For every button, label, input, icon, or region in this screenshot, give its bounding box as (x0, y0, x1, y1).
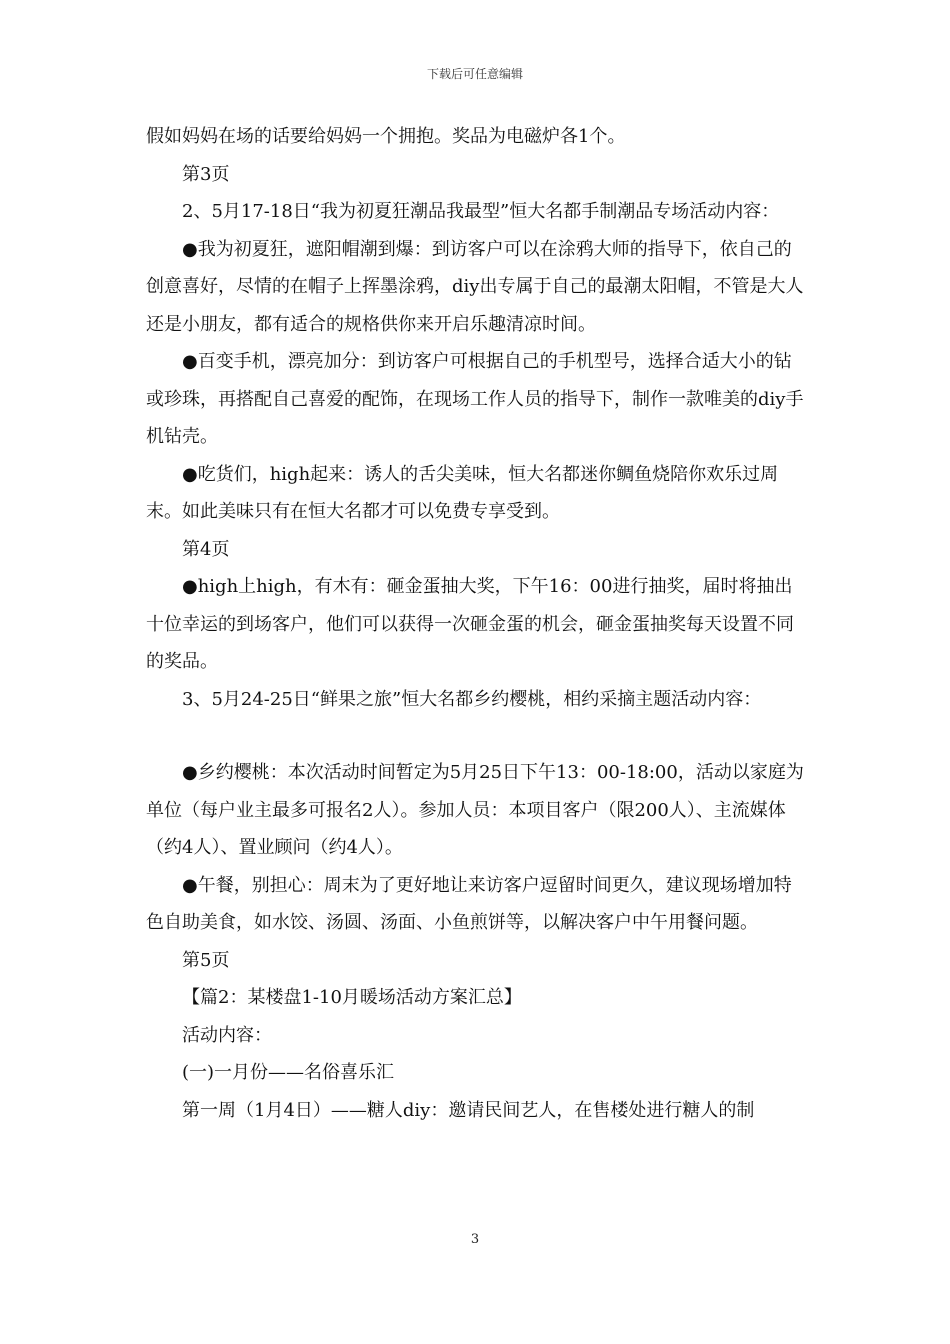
paragraph: ●我为初夏狂，遮阳帽潮到爆：到访客户可以在涂鸦大师的指导下，依自己的创意喜好，尽情的在帽子上挥墨涂鸦，diy出专属于自己的最潮太阳帽，不管是大人还是小朋友，都有适合的规格供你来开启乐趣清凉时间。 (146, 238, 804, 335)
page-number: 3 (470, 1232, 480, 1247)
paragraph: 2、5月17-18日“我为初夏狂潮品我最型”恒大名都手制潮品专场活动内容： (182, 201, 780, 222)
paragraph: 第4页 (182, 538, 230, 560)
paragraph: 第3页 (182, 163, 230, 185)
paragraph: 假如妈妈在场的话要给妈妈一个拥抱。奖品为电磁炉各1个。 (146, 126, 626, 147)
paragraph: ●乡约樱桃：本次活动时间暂定为5月25日下午13：00-18:00，活动以家庭为单位（每户业主最多可报名2人）。参加人员：本项目客户（限200人）、主流媒体（约4人）、置业顾问（约4人）。 (146, 762, 804, 858)
paragraph: 第一周（1月4日）——糖人diy：邀请民间艺人，在售楼处进行糖人的制 (182, 1099, 755, 1121)
paragraph: 第5页 (182, 949, 230, 971)
paragraph: ●午餐，别担心：周末为了更好地让来访客户逗留时间更久，建议现场增加特色自助美食，如水饺、汤圆、汤面、小鱼煎饼等，以解决客户中午用餐问题。 (146, 874, 792, 933)
paragraph: ●吃货们，high起来：诱人的舌尖美味，恒大名都迷你鲷鱼烧陪你欢乐过周末。如此美味只有在恒大名都才可以免费专享受到。 (146, 463, 779, 522)
document-body (146, 118, 808, 1129)
paragraph: 活动内容： (182, 1024, 272, 1046)
page-header: 下载后可任意编辑 (426, 67, 523, 81)
paragraph: (一)一月份——名俗喜乐汇 (182, 1062, 395, 1083)
paragraph: ●百变手机，漂亮加分：到访客户可根据自己的手机型号，选择合适大小的钻或珍珠，再搭配自己喜爱的配饰，在现场工作人员的指导下，制作一款唯美的diy手机钻壳。 (146, 351, 804, 447)
paragraph: ●high上high，有木有：砸金蛋抽大奖，下午16：00进行抽奖，届时将抽出十位幸运的到场客户，他们可以获得一次砸金蛋的机会，砸金蛋抽奖每天设置不同的奖品。 (146, 576, 794, 672)
paragraph: 【篇2：某楼盘1-10月暖场活动方案汇总】 (182, 987, 522, 1008)
paragraph: 3、5月24-25日“鲜果之旅”恒大名都乡约樱桃，相约采摘主题活动内容： (182, 688, 762, 710)
